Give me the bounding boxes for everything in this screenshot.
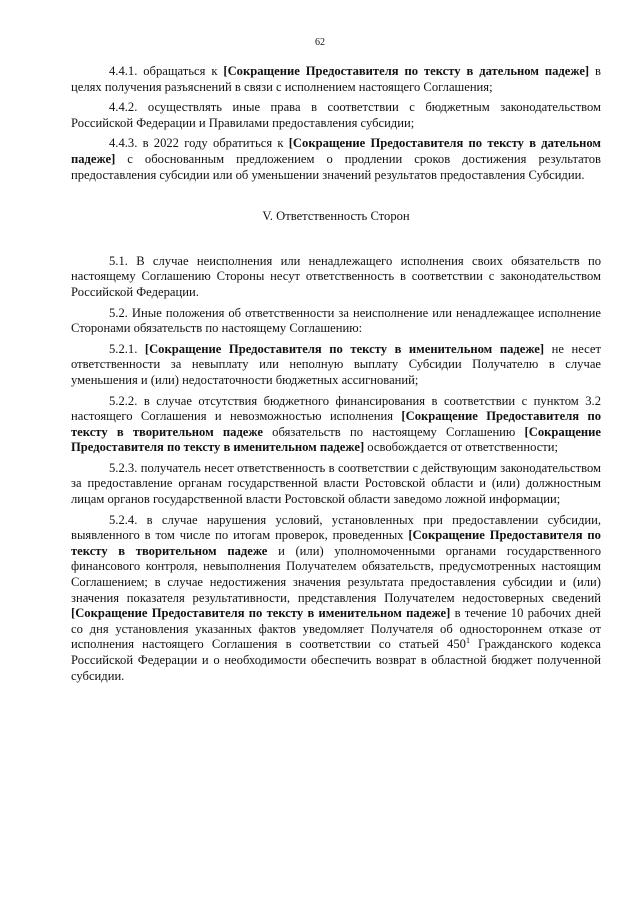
clause-number: 5.2.2.: [109, 393, 144, 408]
clause-text: освобождается от ответственности;: [364, 440, 559, 455]
clause-text: в течение 10 рабочих дней со дня установления указанных фактов уведомляет Получателя об одностороннем отказе от исполнения настоящего Соглашения в соответствии со статьей 450: [71, 606, 601, 652]
clause-paragraph: [71, 100, 601, 131]
clause-text: с обоснованным предложением о продлении сроков достижения результатов предоставления субсидии или об уменьшении значений результатов предоставления Субсидии.: [71, 151, 601, 182]
clause-paragraph: [71, 136, 601, 183]
clause-text: в 2022 году обратиться к: [142, 136, 289, 151]
clause-text: в целях получения разъяснений в связи с исполнением настоящего Соглашения;: [71, 64, 601, 94]
document-body: [71, 64, 601, 689]
section-5-items: [71, 254, 601, 684]
clause-number: 5.2.: [109, 305, 132, 320]
clause-paragraph: [71, 306, 601, 337]
section-heading: V. Ответственность Сторон: [262, 209, 410, 224]
clause-text: обязательств по настоящему Соглашению: [262, 424, 525, 439]
clause-text: Иные положения об ответственности за неисполнение или ненадлежащее исполнение Сторонами обязательств по настоящему Соглашению:: [71, 305, 601, 336]
clause-text: В случае неисполнения или ненадлежащего исполнения своих обязательств по настоящему Соглашению Стороны несут ответственность в соответствии с законодательством Российской Федерации.: [71, 253, 602, 299]
clause-number: 4.4.2.: [109, 100, 148, 115]
placeholder-text: [Сокращение Предоставителя по тексту в именительном падеже]: [71, 606, 451, 621]
clause-text: получатель несет ответственность в соответствии с действующим законодательством за предоставление органам государственной власти Ростовской области и (или) должностным лицам органов государственной власти Ростовской области заведомо ложной информации;: [71, 460, 602, 507]
clause-number: 5.1.: [109, 253, 137, 268]
clause-number: 5.2.1.: [109, 341, 145, 356]
placeholder-text: [Сокращение Предоставителя по тексту в дательном падеже]: [223, 64, 590, 78]
placeholder-text: [Сокращение Предоставителя по тексту в творительном падеже: [71, 409, 601, 439]
placeholder-text: [Сокращение Предоставителя по тексту в творительном падеже: [71, 528, 601, 558]
clause-number: 5.2.3.: [109, 460, 141, 475]
placeholder-text: [Сокращение Предоставителя по тексту в именительном падеже]: [144, 341, 545, 356]
clause-number: 4.4.1.: [109, 64, 144, 78]
placeholder-text: [Сокращение Предоставителя по тексту в дательном падеже]: [71, 136, 601, 166]
superscript: 1: [465, 636, 470, 646]
placeholder-text: [Сокращение Предоставителя по тексту в именительном падеже]: [71, 424, 602, 455]
clause-number: 4.4.3.: [109, 136, 143, 151]
clause-text: Гражданского кодекса Российской Федерации и о необходимости обеспечить возврат в областной бюджет полученной субсидии.: [71, 637, 602, 683]
clause-paragraph: [71, 394, 601, 456]
clause-text: не несет ответственности за невыплату или неполную выплату Субсидии Получателю в случае уменьшения и (или) недостаточности бюджетных ассигнований;: [71, 341, 601, 387]
clause-text: осуществлять иные права в соответствии с бюджетным законодательством Российской Федерации и Правилами предоставления субсидии;: [71, 100, 602, 130]
clause-paragraph: [71, 513, 601, 685]
clause-paragraph: [71, 64, 601, 95]
page-number: 62: [315, 37, 325, 48]
clause-paragraph: [71, 342, 601, 389]
clause-text: в случае отсутствия бюджетного финансирования в соответствии с пунктом 3.2 настоящего Соглашения и невозможностью исполнения: [71, 393, 602, 424]
clause-number: 5.2.4.: [109, 512, 147, 527]
section-4-items: [71, 64, 601, 183]
clause-text: обращаться к: [143, 64, 224, 78]
clause-paragraph: [71, 461, 601, 508]
clause-text: и (или) уполномоченными органами государственного финансового контроля, невыполнения Получателем обязательств, предусмотренных настоящим Соглашением; в случае недостижения значения результата предоставления субсидии и (или) значения показателя результативности, представления Получателем недостоверных сведений: [71, 543, 601, 605]
clause-paragraph: [71, 254, 601, 301]
clause-text: в случае нарушения условий, установленных при предоставлении субсидии, выявленного в том числе по итогам проверок, проведенных: [71, 512, 601, 543]
